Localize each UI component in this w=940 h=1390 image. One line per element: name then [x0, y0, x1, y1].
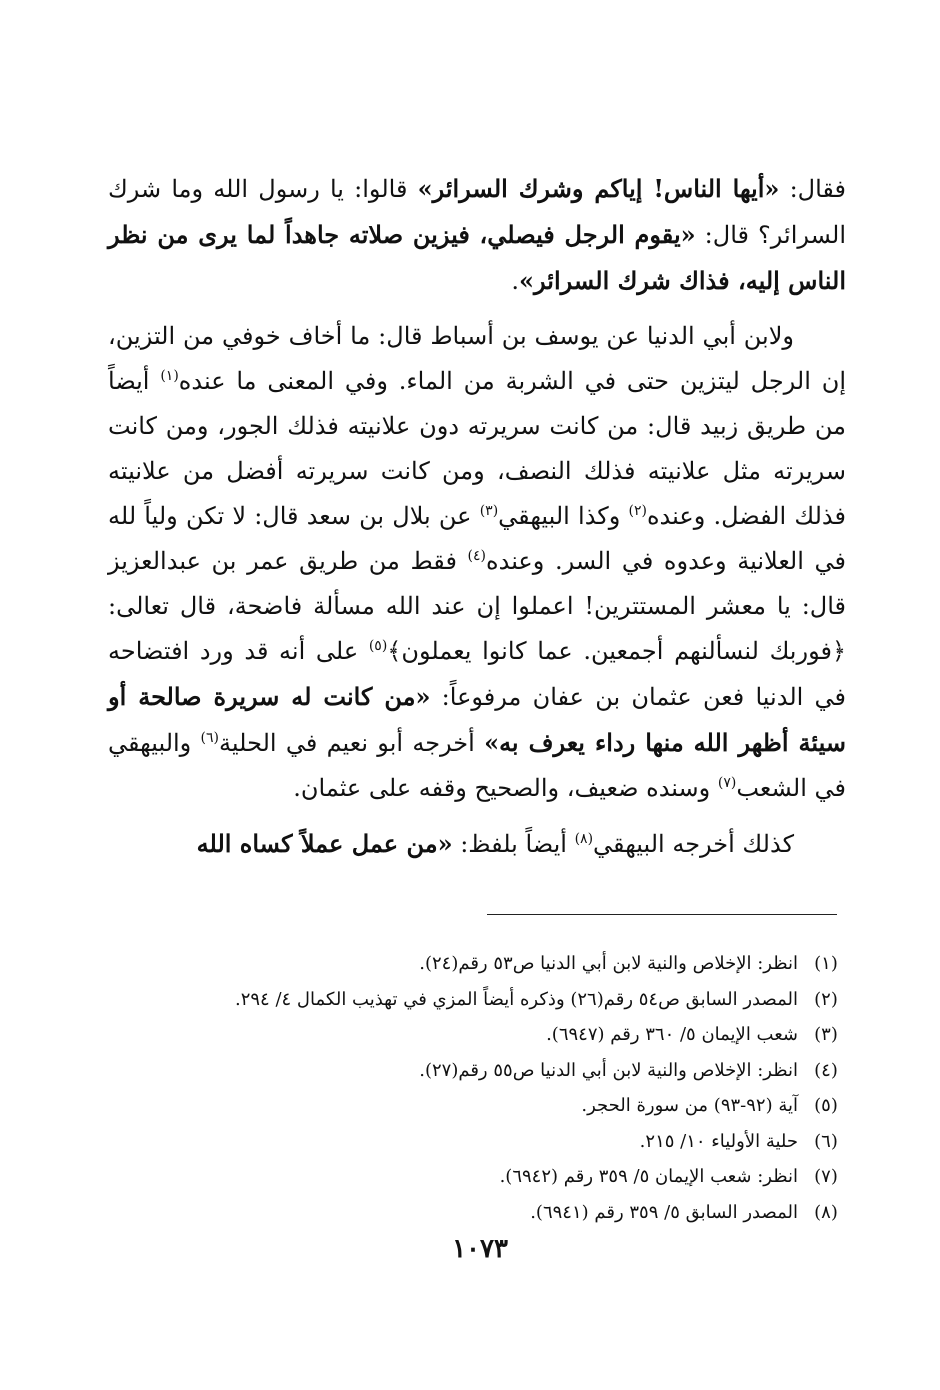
footnote-text: المصدر السابق ص٥٤ رقم(٢٦) وذكره أيضاً المزي في تهذيب الكمال ٤/ ٢٩٤. — [234, 988, 798, 1010]
footnote-ref[interactable]: (١) — [160, 368, 179, 384]
footnote-number: (٢) — [814, 988, 838, 1010]
footnote-number: (٥) — [814, 1095, 838, 1116]
footnote-divider — [487, 914, 837, 915]
footnote-number: (٤) — [814, 1059, 838, 1081]
hadith-quote: «من عمل عملاً كساه الله — [196, 829, 453, 858]
text-span: ولابن أبي الدنيا عن يوسف بن أسباط قال: ما أخاف خوفي من التزين، إن الرجل ليتزين حتى في الشربة من الماء. وفي المعنى ما عنده — [108, 322, 846, 395]
footnote-ref[interactable]: (٤) — [467, 548, 487, 564]
footnote-text: انظر: الإخلاص والنية لابن أبي الدنيا ص٥٣ رقم(٢٤). — [419, 953, 798, 974]
footnote-item — [140, 1159, 854, 1195]
paragraph-3 — [108, 821, 846, 867]
footnote-number: (١) — [814, 953, 838, 974]
hadith-quote: «أيها الناس! إياكم وشرك السرائر» — [417, 174, 780, 203]
paragraph-2 — [108, 314, 846, 811]
footnotes-list — [140, 946, 854, 1230]
footnote-item — [140, 1124, 854, 1160]
text-span: عن بلال بن سعد قال: لا تكن ولياً لله في العلانية وعدوه في السر. وعنده — [108, 502, 846, 575]
page-number: ١٠٧٣ — [452, 1234, 508, 1264]
footnote-ref[interactable]: (٨) — [574, 831, 594, 847]
text-span: وكذا البيهقي — [498, 502, 629, 530]
text-span: والبيهقي في الشعب — [108, 729, 846, 802]
footnote-item — [140, 982, 854, 1018]
footnote-text: انظر: الإخلاص والنية لابن أبي الدنيا ص٥٥ رقم(٢٧). — [419, 1059, 798, 1081]
footnote-item — [140, 1088, 854, 1124]
paragraph-1 — [108, 166, 846, 304]
footnote-number: (٧) — [814, 1166, 838, 1187]
text-span: فقط من طريق عمر بن عبدالعزيز قال: يا معشر المستترين! اعملوا إن عند الله مسألة فاضحة، قال تعالى: ﴿فوربك لنسألنهم أجمعين. عما كانوا يعملون﴾ — [108, 547, 846, 665]
footnote-text: المصدر السابق ٥/ ٣٥٩ رقم (٦٩٤١). — [530, 1201, 798, 1223]
footnote-text: شعب الإيمان ٥/ ٣٦٠ رقم (٦٩٤٧). — [546, 1024, 798, 1045]
text-span: أيضاً بلفظ: — [452, 830, 575, 858]
hadith-quote: «من كانت له سريرة صالحة أو سيئة أظهر الله منها رداء يعرف به» — [108, 682, 847, 757]
footnote-item — [140, 1053, 854, 1089]
text-span: كذلك أخرجه البيهقي — [593, 830, 794, 858]
footnote-text: آية (٩٢-٩٣) من سورة الحجر. — [581, 1095, 798, 1116]
footnote-ref[interactable]: (٥) — [368, 638, 388, 654]
text-span: وسنده ضعيف، والصحيح وقفه على عثمان. — [293, 774, 718, 802]
footnote-ref[interactable]: (٦) — [200, 730, 220, 746]
footnote-text: انظر: شعب الإيمان ٥/ ٣٥٩ رقم (٦٩٤٢). — [499, 1166, 798, 1187]
hadith-quote: «يقوم الرجل فيصلي، فيزين صلاته جاهداً لما يرى من نظر الناس إليه، فذاك شرك السرائر» — [108, 220, 846, 295]
footnote-ref[interactable]: (٢) — [628, 503, 647, 519]
footnote-ref[interactable]: (٧) — [717, 775, 737, 791]
footnote-text: حلية الأولياء ١٠/ ٢١٥. — [639, 1130, 798, 1152]
footnote-ref[interactable]: (٣) — [479, 503, 499, 519]
footnote-item — [140, 1017, 854, 1053]
text-span: أيضاً من طريق زبيد قال: من كانت سريرته دون علانيته فذلك الجور، ومن كانت سريرته مثل علانيته فذلك النصف، ومن كانت سريرته أفضل من علانيته فذلك الفضل. وعنده — [108, 367, 847, 530]
footnote-number: (٨) — [814, 1201, 838, 1223]
footnote-number: (٣) — [814, 1024, 838, 1045]
text-span: فقال: — [779, 175, 847, 203]
text-span: أخرجه أبو نعيم في الحلية — [219, 729, 485, 757]
text-span: على أنه قد ورد افتضاحه في الدنيا فعن عثمان بن عفان مرفوعاً: — [108, 637, 846, 711]
footnote-number: (٦) — [814, 1130, 838, 1152]
main-text — [108, 166, 846, 867]
text-span: . — [511, 267, 520, 295]
text-span: قالوا: يا رسول الله وما شرك السرائر؟ قال: — [108, 175, 846, 249]
footnote-item — [140, 1195, 854, 1231]
footnote-item — [140, 946, 854, 982]
